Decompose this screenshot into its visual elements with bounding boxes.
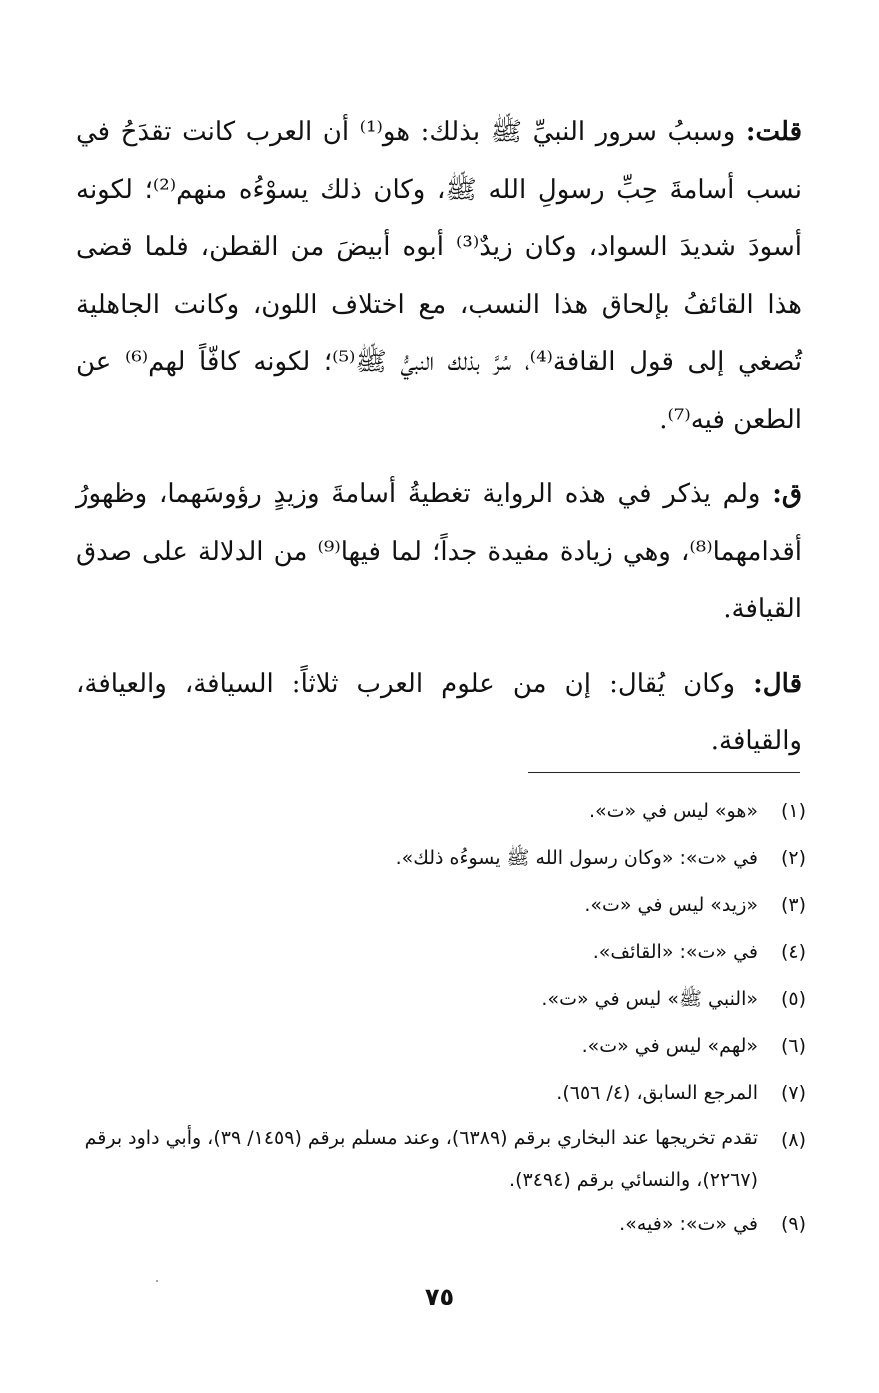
footnote-3 xyxy=(76,882,806,929)
paragraph-qaf xyxy=(76,466,802,639)
paragraph-text: وكان يُقال: إن من علوم العرب ثلاثاً: السيافة، والعيافة، والقيافة. xyxy=(76,668,802,756)
footnote-9 xyxy=(76,1201,806,1248)
footnote-text: «هو» ليس في «ت». xyxy=(588,800,758,822)
footnote-text: «زيد» ليس في «ت». xyxy=(584,894,758,916)
footnote-6 xyxy=(76,1023,806,1070)
footnotes xyxy=(76,788,806,1248)
page-number: ٧٥ xyxy=(424,1283,455,1311)
footnote-text: «النبي ﷺ» ليس في «ت». xyxy=(541,988,758,1010)
footnote-text: في «ت»: «فيه». xyxy=(619,1213,758,1235)
footnote-text: في «ت»: «وكان رسول الله ﷺ يسوءُه ذلك». xyxy=(395,847,758,869)
paragraph-lead: ق: xyxy=(772,479,802,509)
main-text xyxy=(76,104,802,788)
footnote-number: (٦) xyxy=(780,1035,806,1057)
footnote-2 xyxy=(76,835,806,882)
footnote-1 xyxy=(76,788,806,835)
footnote-text: «لهم» ليس في «ت». xyxy=(581,1035,758,1057)
footnote-number: (٨) xyxy=(780,1129,806,1151)
footnote-5 xyxy=(76,976,806,1023)
footnote-4 xyxy=(76,929,806,976)
footnote-number: (١) xyxy=(780,800,806,822)
footnote-number: (٩) xyxy=(780,1213,806,1235)
paragraph-text: وسببُ سرور النبيِّ ﷺ بذلك: هو⁽¹⁾ أن العرب كانت تقدَحُ في نسب أسامةَ حِبِّ رسولِ الله ﷺ، وكان ذلك يسوْءُه منهم⁽²⁾؛ لكونه أسودَ شديدَ السواد، وكان زيدٌ⁽³⁾ أبوه أبيضَ من القطن، فلما قضى هذا القائفُ بإلحاق هذا النسب، مع اختلاف اللون، وكانت الجاهلية تُصغي إلى قول القافة⁽⁴⁾، سُرَّ بذلك النبيُّ ﷺ⁽⁵⁾؛ لكونه كافّاً لهم⁽⁶⁾ عن الطعن فيه⁽⁷⁾. xyxy=(76,117,803,435)
paragraph-qultu xyxy=(76,104,802,449)
footnote-number: (٥) xyxy=(780,988,806,1010)
paragraph-text: ولم يذكر في هذه الرواية تغطيةُ أسامةَ وزيدٍ رؤوسَهما، وظهورُ أقدامهما⁽⁸⁾، وهي زيادة مفيدة جداً؛ لما فيها⁽⁹⁾ من الدلالة على صدق القيافة. xyxy=(76,479,803,624)
paragraph-lead: قلت: xyxy=(745,117,803,147)
footnote-number: (٢) xyxy=(780,847,806,869)
paragraph-qala xyxy=(76,656,802,771)
footnote-text: في «ت»: «القائف». xyxy=(592,941,758,963)
footnote-number: (٤) xyxy=(780,941,806,963)
footnote-text: المرجع السابق، (٤/ ٦٥٦). xyxy=(556,1082,758,1104)
footnote-7 xyxy=(76,1070,806,1117)
footnote-8 xyxy=(76,1117,806,1201)
footnote-text: تقدم تخريجها عند البخاري برقم (٦٣٨٩)، وعند مسلم برقم (١٤٥٩/ ٣٩)، وأبي داود برقم (٢٢٦٧)، والنسائي برقم (٣٤٩٤). xyxy=(84,1127,758,1191)
paragraph-lead: قال: xyxy=(753,668,802,699)
footnote-number: (٧) xyxy=(780,1082,806,1104)
footnote-separator xyxy=(528,772,800,773)
paper-speck xyxy=(156,1280,158,1282)
footnote-number: (٣) xyxy=(780,894,806,916)
